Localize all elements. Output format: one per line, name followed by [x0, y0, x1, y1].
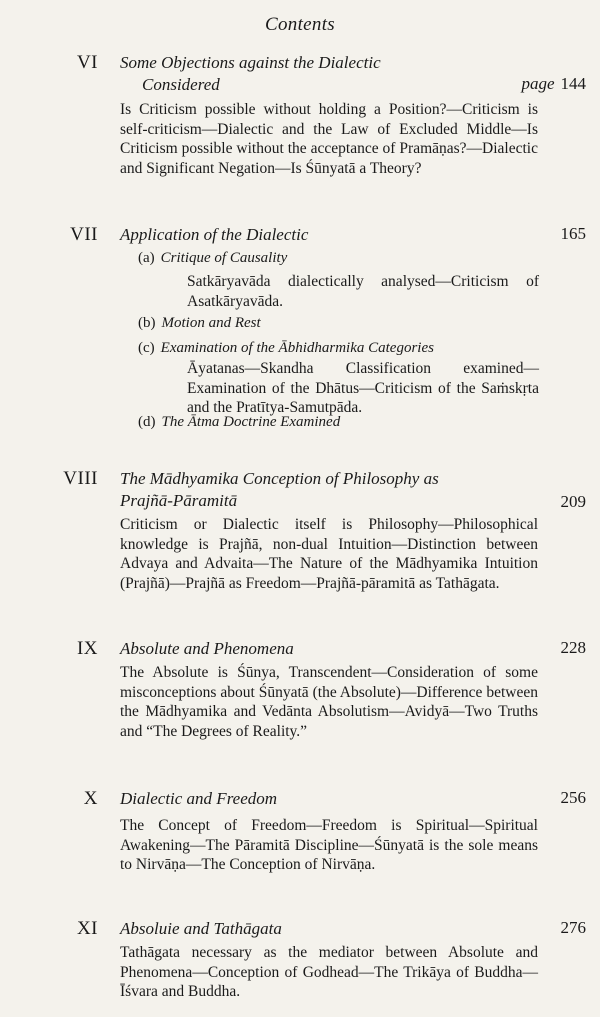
chapter-description: Criticism or Dialectic itself is Philosophy—Philosophical knowledge is Prajñā, non-dual Intuition—Distinction between Advaya and Advaita—The Nature of the Mādhyamika Intuition (Prajñā)—Prajñā as Freedom—Prajñā-pāramitā as Tathāgata.	[120, 516, 538, 592]
subsection-heading	[138, 340, 434, 357]
subsection-title: Examination of the Ābhidharmika Categories	[160, 340, 434, 356]
page-value: 165	[560, 224, 586, 243]
chapter-numeral: IX	[76, 638, 98, 659]
chapter-title	[120, 788, 540, 810]
page-value: 144	[560, 74, 586, 93]
subsection-label: (c)	[138, 340, 155, 356]
chapter-title-line2: Prajñā-Pāramitā	[120, 491, 238, 510]
chapter-title-line1: Absoluie and Tathāgata	[120, 919, 282, 938]
subsection-description: Āyatanas—Skandha Classification examined—Examination of the Dhātus—Criticism of the Saṁskṛta and the Pratītya-Samutpāda.	[187, 360, 539, 416]
subsection-description: Satkāryavāda dialectically analysed—Criticism of Asatkāryavāda.	[187, 273, 539, 310]
subsection-title: Motion and Rest	[161, 315, 261, 331]
chapter-page-number	[561, 788, 587, 808]
chapter-title	[120, 468, 540, 512]
chapter-title-line1: Some Objections against the Dialectic	[120, 53, 381, 72]
chapter-description: The Absolute is Śūnya, Transcendent—Consideration of some misconceptions about Śūnyatā (the Absolute)—Difference between the Mādhyamika and Vedānta Absolutism—Avidyā—Two Truths and “The Degrees of Reality.”	[120, 664, 538, 740]
chapter-page-number	[561, 492, 587, 512]
chapter-page-number	[561, 638, 587, 658]
subsection-heading	[138, 414, 340, 431]
chapter-title-line1: The Mādhyamika Conception of Philosophy as	[120, 469, 439, 488]
chapter-numeral: X	[83, 788, 98, 809]
page-word: page	[521, 74, 555, 93]
chapter-title-line1: Dialectic and Freedom	[120, 789, 278, 808]
subsection-title: The Ātma Doctrine Examined	[161, 414, 341, 430]
subsection-title: Critique of Causality	[160, 250, 288, 266]
subsection-heading	[138, 315, 261, 332]
chapter-title-line2: Considered	[142, 75, 220, 94]
chapter-title	[120, 224, 540, 246]
chapter-page-number	[561, 918, 587, 938]
chapter-numeral: VI	[76, 52, 98, 73]
page-value: 256	[560, 788, 586, 807]
chapter-title	[120, 52, 540, 96]
page-value: 228	[560, 638, 586, 657]
subsection-label: (a)	[138, 250, 155, 266]
chapter-title-line1: Absolute and Phenomena	[120, 639, 294, 658]
chapter-numeral: VII	[70, 224, 98, 245]
chapter-title	[120, 638, 540, 660]
page-value: 209	[560, 492, 586, 511]
chapter-page-number	[561, 224, 587, 244]
chapter-title	[120, 918, 540, 940]
chapter-page-number	[521, 74, 586, 94]
subsection-label: (d)	[138, 414, 156, 430]
page-header: Contents	[265, 14, 335, 35]
subsection-heading	[138, 250, 287, 267]
chapter-description: Tathāgata necessary as the mediator between Absolute and Phenomena—Conception of Godhead—The Trikāya of Buddha—Īśvara and Buddha.	[120, 944, 538, 1000]
chapter-description: The Concept of Freedom—Freedom is Spiritual—Spiritual Awakening—The Pāramitā Discipline—Śūnyatā is the sole means to Nirvāṇa—The Conception of Nirvāṇa.	[120, 817, 538, 873]
chapter-numeral: VIII	[63, 468, 98, 489]
page-value: 276	[560, 918, 586, 937]
chapter-description: Is Criticism possible without holding a Position?—Criticism is self-criticism—Dialectic and the Law of Excluded Middle—Is Criticism possible without the acceptance of Pramāṇas?—Dialectic and Significant Negation—Is Śūnyatā a Theory?	[120, 101, 538, 177]
chapter-numeral: XI	[76, 918, 98, 939]
subsection-label: (b)	[138, 315, 156, 331]
chapter-title-line1: Application of the Dialectic	[120, 225, 309, 244]
